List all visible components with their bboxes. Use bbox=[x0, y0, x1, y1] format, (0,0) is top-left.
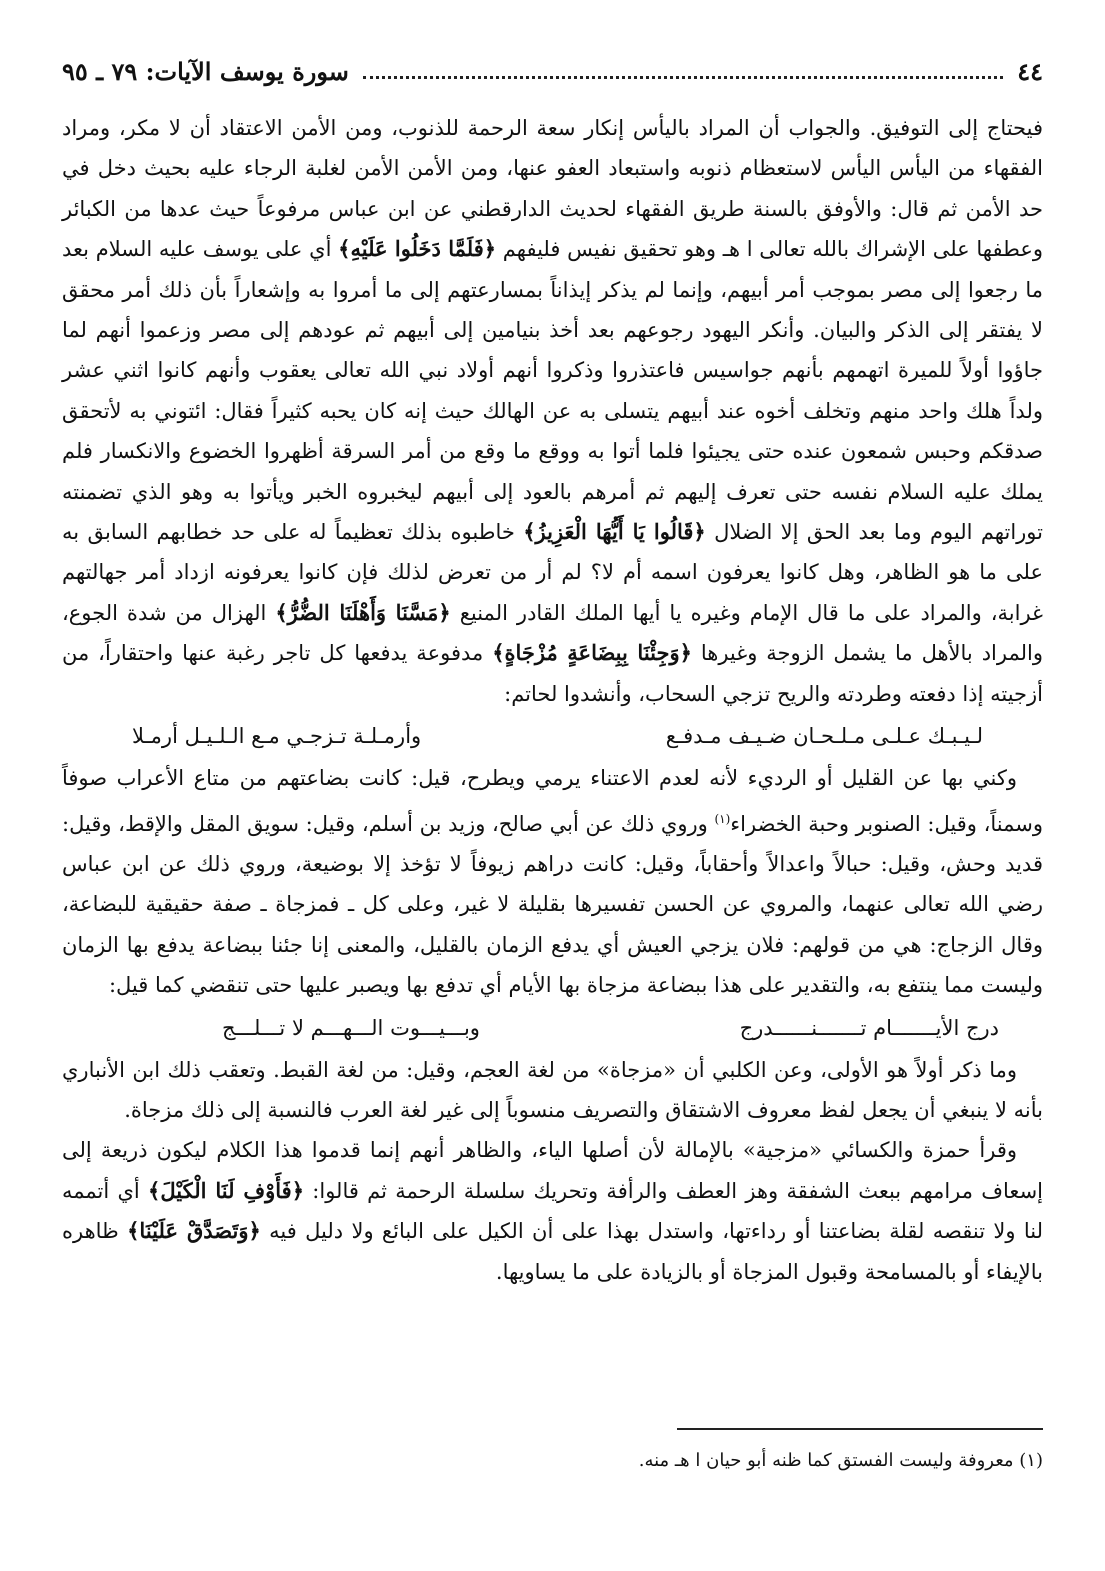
running-header bbox=[62, 48, 1043, 94]
text-run: أي على يوسف عليه السلام بعد ما رجعوا إلى مصر بموجب أمر أبيهم، وإنما لم يذكر إيذاناً بمسارعتهم إلى ما أمروا به وإشعاراً بأن ذلك أمر محقق لا يفتقر إلى الذكر والبيان. وأنكر اليهود رجوعهم بعد أخذ بنيامين إلى أبيهم ثم عودهم إلى مصر وزعموا أنهم لما جاؤوا أولاً للميرة اتهمهم بأنهم جواسيس فاعتذروا وذكروا أنهم أولاد نبي الله تعالى يعقوب وأنهم كانوا اثني عشر ولداً هلك واحد منهم وتخلف أخوه عند أبيهم يتسلى به عن الهالك حيث إنه كان يحبه كثيراً فقال: ائتوني به لأتحقق صدقكم وحبس شمعون عنده حتى يجيئوا فلما أتوا به ووقع ما وقع من أمر السرقة أظهروا الخضوع والانكسار فلم يملك عليه السلام نفسه حتى تعرف إليهم ثم أمرهم بالعود إلى أبيهم ليخبروه الخبر ويأتوا به وهو الذي تضمنته توراتهم اليوم وما بعد الحق إلا الضلال bbox=[62, 237, 1043, 545]
poem-verse-2 bbox=[62, 1006, 1043, 1050]
footnote bbox=[62, 1446, 1043, 1476]
verse-first-hemistich: لـيـبـك عـلـى مـلـحـان ضـيـف مـدفـع bbox=[665, 724, 983, 749]
paragraph-3 bbox=[62, 1050, 1043, 1131]
text-run: وروي ذلك عن أبي صالح، وزيد بن أسلم، وقيل: سويق المقل والإقط، وقيل: قديد وحش، وقيل: حبالاً واعدالاً وأحقاباً، وقيل: كانت دراهم زيوفاً لا تؤخذ إلا بوضيعة، وروي ذلك عن ابن عباس رضي الله تعالى عنهما، والمروي عن الحسن تفسيرها بقليلة لا غير، وعلى كل ـ فمزجاة ـ صفة حقيقية للبضاعة، وقال الزجاج: هي من قولهم: فلان يزجي العيش أي يدفع الزمان بالقليل، والمعنى إنا جئنا ببضاعة يدفع بها الزمان وليست مما ينتفع به، والتقدير على هذا ببضاعة مزجاة بها الأيام أي تدفع بها ويصبر عليها حتى تنقضي كما قيل: bbox=[62, 811, 1043, 998]
quran-quote: ﴿فَأَوْفِ لَنَا الْكَيْلَ﴾ bbox=[148, 1177, 305, 1203]
text-run: خاطبوه بذلك تعظيماً له على حد خطابهم السابق به على ما هو الظاهر، وهل كانوا يعرفون اسمه أم لا؟ لم أر من تعرض لذلك فإن كانوا يعرفونه ازداد أمر جهالتهم غرابة، والمراد على ما قال الإمام وغيره يا أيها الملك القادر المنيع bbox=[62, 520, 1044, 625]
text-run: ظاهره بالإيفاء أو بالمسامحة وقبول المزجاة أو بالزيادة على ما يساويها. bbox=[62, 1219, 1043, 1284]
page-number: ٤٤ bbox=[1017, 56, 1043, 86]
footnote-marker: (١) bbox=[1019, 1450, 1043, 1471]
text-run: أي أتممه لنا ولا تنقصه لقلة بضاعتنا أو رداءتها، واستدل بهذا على أن الكيل على البائع ولا دليل فيه bbox=[62, 1178, 1043, 1244]
text-run: وما ذكر أولاً هو الأولى، وعن الكلبي أن «مزجاة» من لغة العجم، وقيل: من لغة القبط. وتعقب ذلك ابن الأنباري بأنه لا ينبغي أن يجعل لفظ معروف الاشتقاق والتصريف منسوباً إلى غير لغة العرب فالنسبة إلى ذلك مزجاة. bbox=[62, 1057, 1043, 1122]
main-text bbox=[62, 108, 1043, 1292]
quran-quote: ﴿وَتَصَدَّقْ عَلَيْنَا﴾ bbox=[127, 1218, 261, 1244]
text-run: فيحتاج إلى التوفيق. والجواب أن المراد باليأس إنكار سعة الرحمة للذنوب، ومن الأمن الاعتقاد أن لا مكر، ومراد الفقهاء من اليأس اليأس لاستعظام ذنوبه واستبعاد العفو عنها، ومن الأمن الأمن لغلبة الرجاء عليه بحيث دخل في حد الأمن ثم قال: والأوفق بالسنة طريق الفقهاء لحديث الدارقطني عن ابن عباس مرفوعاً حيث عدها من الكبائر وعطفها على الإشراك بالله تعالى ا هـ وهو تحقيق نفيس فليفهم bbox=[62, 116, 1044, 262]
text-run: وكني بها عن القليل أو الرديء لأنه لعدم الاعتناء يرمي ويطرح، قيل: كانت بضاعتهم من متاع الأعراب صوفاً وسمناً، وقيل: الصنوبر وحبة الخضراء bbox=[62, 766, 1043, 836]
quran-quote: ﴿مَسَّنَا وَأَهْلَنَا الضُّرُّ﴾ bbox=[275, 599, 451, 625]
quran-quote: ﴿وَجِئْنَا بِبِضَاعَةٍ مُزْجَاةٍ﴾ bbox=[492, 640, 692, 666]
verse-first-hemistich: درج الأيـــــــام تـــــــنــــــدرج bbox=[739, 1015, 999, 1040]
footnote-divider bbox=[677, 1428, 1043, 1430]
section-title: سورة يوسف الآيات: ٧٩ ـ ٩٥ bbox=[62, 56, 349, 86]
quran-quote: ﴿قَالُوا يَا أَيُّهَا الْعَزِيزُ﴾ bbox=[523, 519, 706, 545]
text-run: الهزال من شدة الجوع، والمراد بالأهل ما يشمل الزوجة وغيرها bbox=[62, 600, 1043, 666]
header-dotted-leader bbox=[363, 64, 1003, 79]
paragraph-2 bbox=[62, 758, 1043, 1005]
verse-second-hemistich: وأرمـلـة تـزجـي مـع الـلـيـل أرمـلا bbox=[132, 724, 422, 749]
footnote-text: معروفة وليست الفستق كما ظنه أبو حيان ا هـ منه. bbox=[638, 1450, 1014, 1471]
paragraph-4 bbox=[62, 1130, 1043, 1292]
poem-verse-1 bbox=[62, 714, 1043, 758]
verse-second-hemistich: وبـــيـــوت الـــهـــم لا تـــلـــج bbox=[222, 1015, 480, 1040]
paragraph-1 bbox=[62, 108, 1043, 714]
text-run: مدفوعة يدفعها كل تاجر رغبة عنها واحتقاراً، من أزجيته إذا دفعته وطردته والريح تزجي السحاب، وأنشدوا لحاتم: bbox=[62, 641, 1043, 706]
text-run: وقرأ حمزة والكسائي «مزجية» بالإمالة لأن أصلها الياء، والظاهر أنهم إنما قدموا هذا الكلام ليكون ذريعة إلى إسعاف مرامهم ببعث الشفقة وهز العطف والرأفة وتحريك سلسلة الرحمة ثم قالوا: bbox=[62, 1138, 1043, 1203]
quran-quote: ﴿فَلَمَّا دَخَلُوا عَلَيْهِ﴾ bbox=[338, 236, 497, 262]
footnote-reference[interactable]: (١) bbox=[714, 811, 731, 826]
